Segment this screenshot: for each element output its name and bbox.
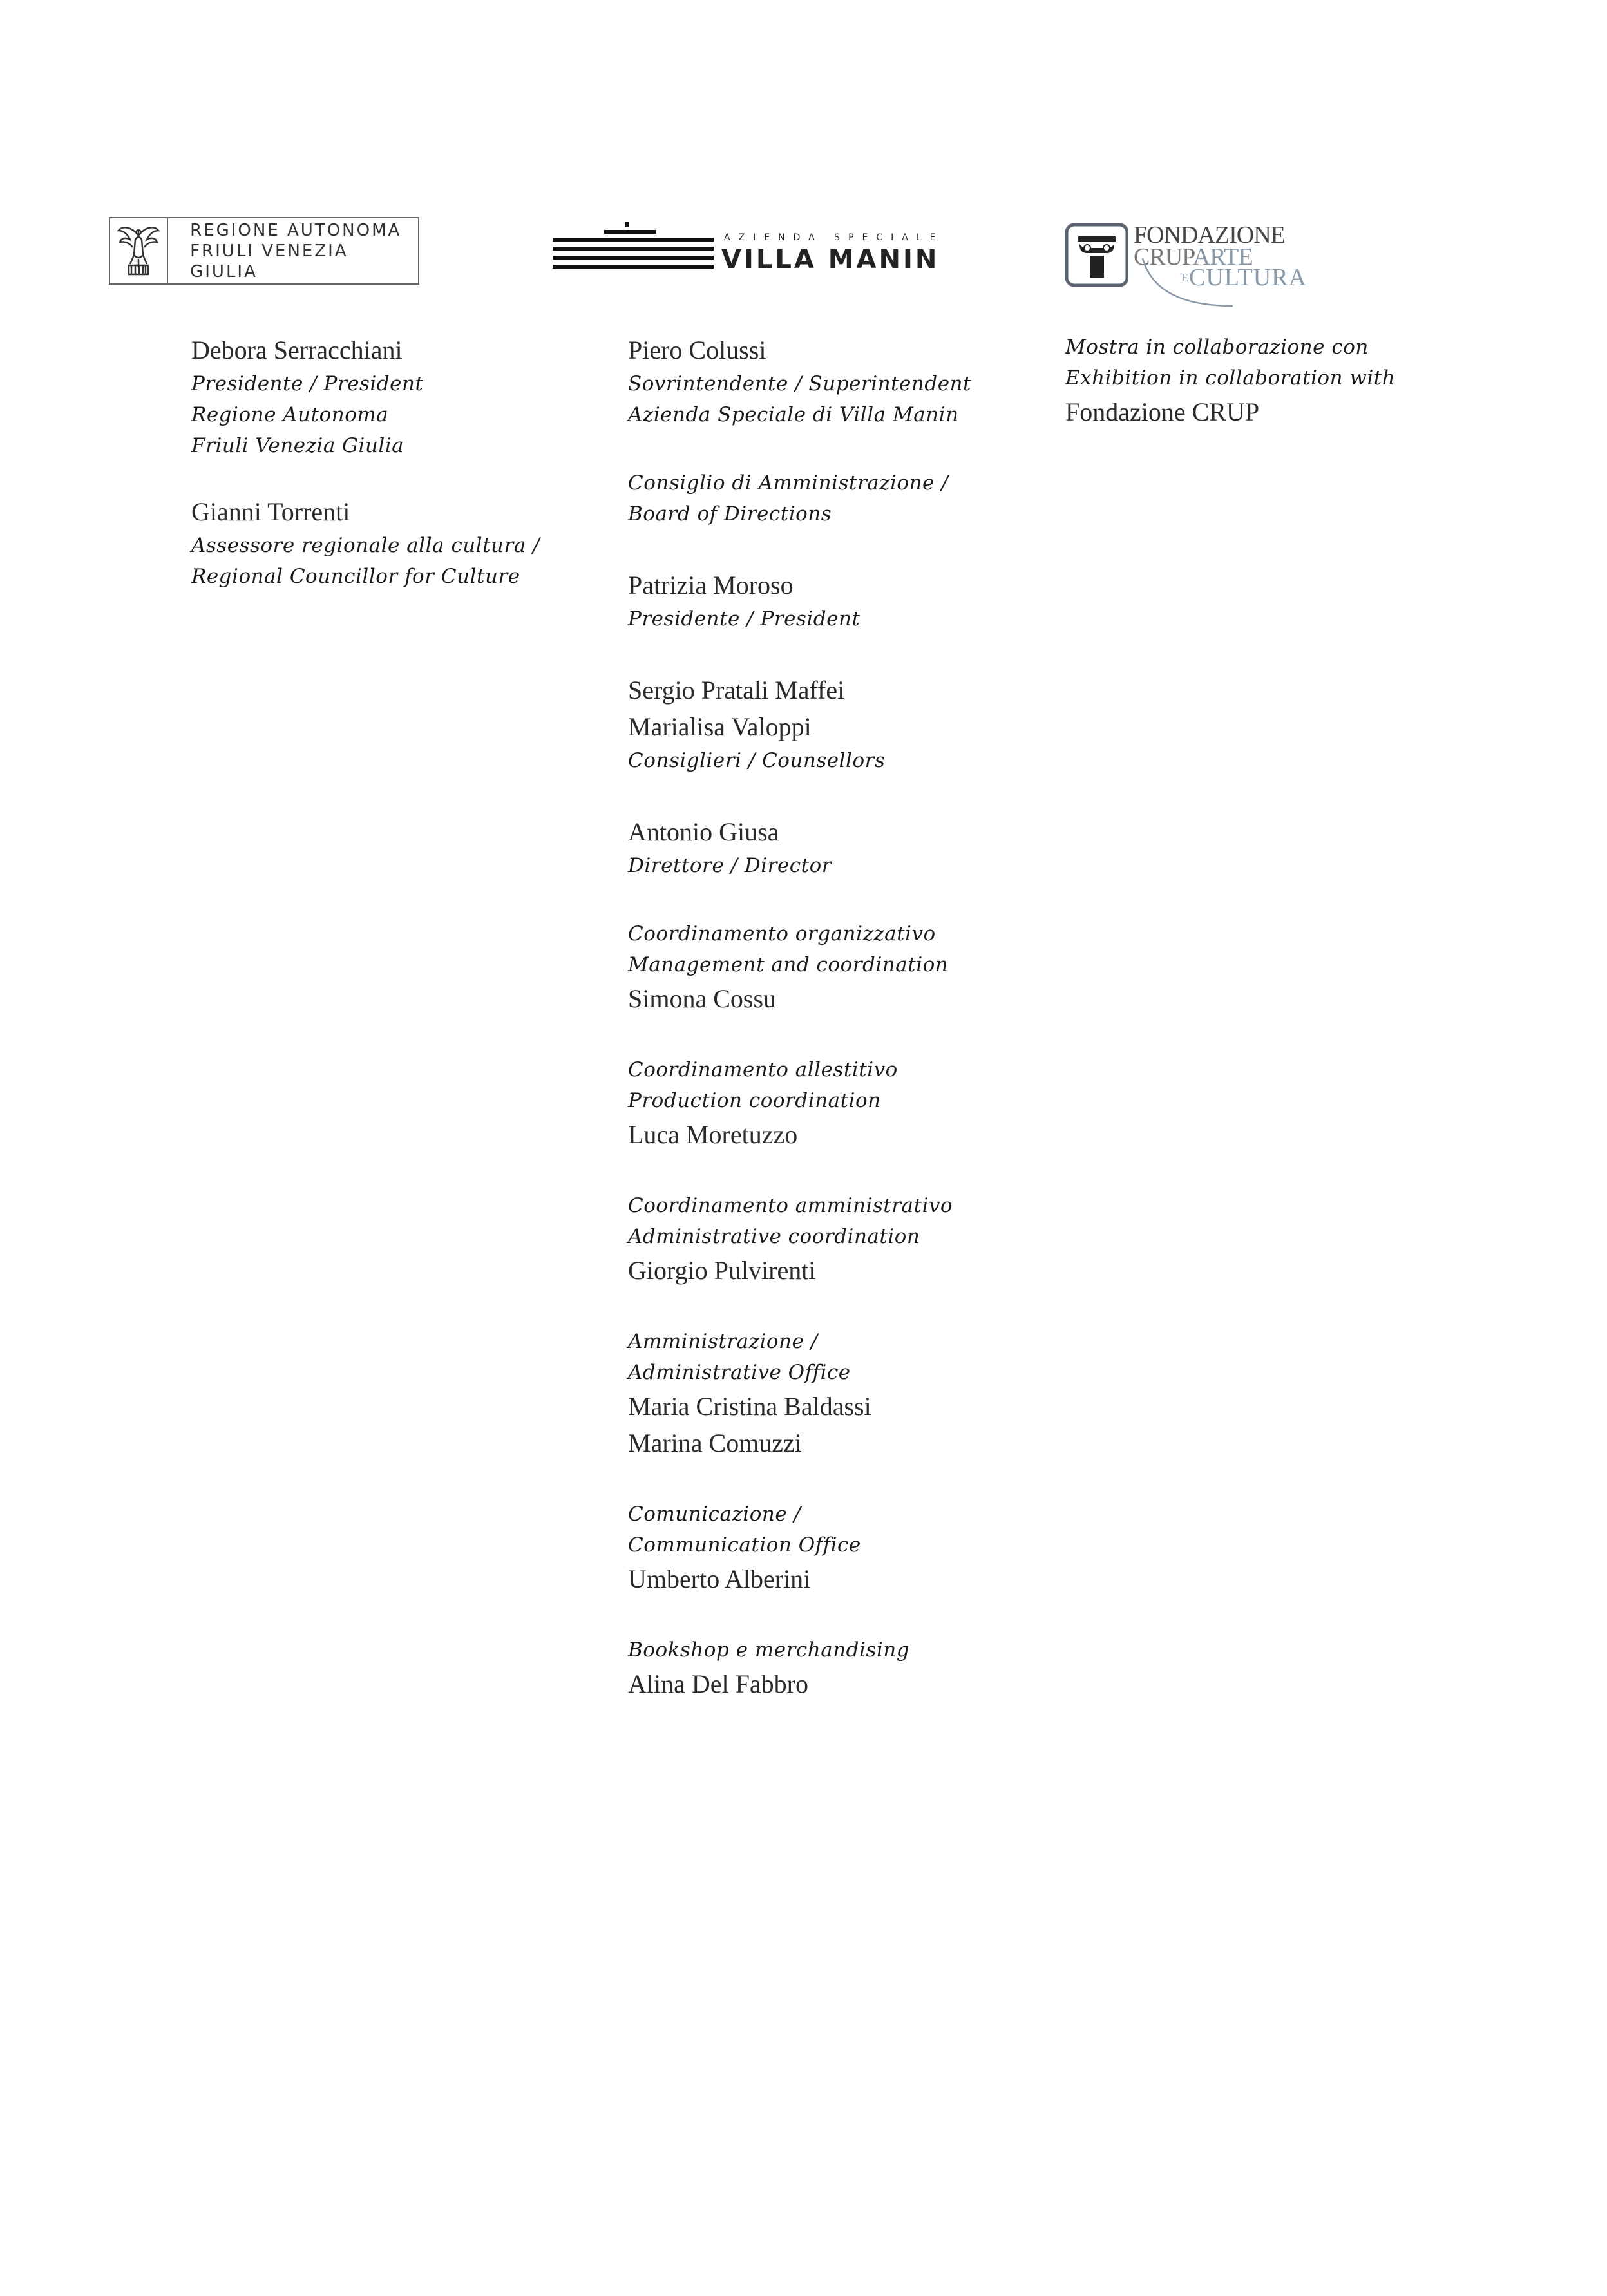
villa-manin-title: VILLA MANIN [721,245,940,274]
role-label: Assessore regionale alla cultura / [191,534,540,557]
role-label: Regional Councillor for Culture [191,565,520,588]
person-name: Debora Serracchiani [191,336,403,365]
eagle-emblem-icon [110,218,168,283]
fondazione-logo [1065,221,1307,311]
person-name: Luca Moretuzzo [628,1120,798,1149]
person-name: Giorgio Pulvirenti [628,1256,816,1285]
role-label: Presidente / President [191,372,424,395]
column-capital-icon [1065,223,1128,287]
person-name: Antonio Giusa [628,817,779,846]
person-name: Gianni Torrenti [191,497,350,526]
role-label: Administrative coordination [628,1225,920,1248]
regione-line2: FRIULI VENEZIA GIULIA [190,241,348,281]
role-label: Direttore / Director [628,854,832,877]
role-label: Administrative Office [628,1361,851,1384]
fondazione-e: E [1181,271,1189,284]
regione-line1: REGIONE AUTONOMA [190,220,402,240]
villa-manin-subtitle: AZIENDA SPECIALE [724,232,944,243]
role-label: Bookshop e merchandising [628,1638,910,1662]
role-label: Management and coordination [628,953,949,976]
person-name: Patrizia Moroso [628,571,794,600]
fondazione-line1: FONDAZIONE [1134,222,1285,249]
role-label: Exhibition in collaboration with [1065,366,1396,390]
role-label: Presidente / President [628,607,861,631]
role-label: Production coordination [628,1089,881,1112]
person-name: Alina Del Fabbro [628,1669,808,1698]
person-name: Maria Cristina Baldassi [628,1392,871,1421]
left-column [191,332,604,592]
person-name: Marina Comuzzi [628,1428,802,1457]
villa-lines-icon [553,222,714,274]
role-label: Coordinamento organizzativo [628,922,936,945]
right-column [1065,332,1529,430]
person-name: Sergio Pratali Maffei [628,676,845,705]
role-label: Mostra in collaborazione con [1065,336,1369,359]
fondazione-cultura: CULTURA [1189,264,1307,291]
middle-column [628,332,1092,1702]
role-label: Consiglieri / Counsellors [628,749,886,772]
person-name: Simona Cossu [628,984,777,1013]
person-name: Umberto Alberini [628,1564,811,1593]
role-label: Board of Directions [628,502,832,526]
role-label: Regione Autonoma [191,403,389,426]
person-name: Marialisa Valoppi [628,712,812,741]
regione-logo [109,217,419,285]
role-label: Azienda Speciale di Villa Manin [628,403,959,426]
person-name: Piero Colussi [628,336,766,365]
role-label: Communication Office [628,1533,861,1557]
role-label: Coordinamento amministrativo [628,1194,953,1217]
person-name: Fondazione CRUP [1065,397,1260,426]
role-label: Coordinamento allestitivo [628,1058,898,1081]
role-label: Friuli Venezia Giulia [191,434,404,457]
role-label: Amministrazione / [628,1330,818,1353]
fondazione-arte: ARTE [1192,243,1253,270]
fondazione-swoosh [1136,254,1265,312]
role-label: Sovrintendente / Superintendent [628,372,971,395]
role-label: Comunicazione / [628,1503,801,1526]
fondazione-crup: CRUP [1134,243,1193,270]
villa-manin-logo [553,222,984,280]
role-label: Consiglio di Amministrazione / [628,471,949,495]
